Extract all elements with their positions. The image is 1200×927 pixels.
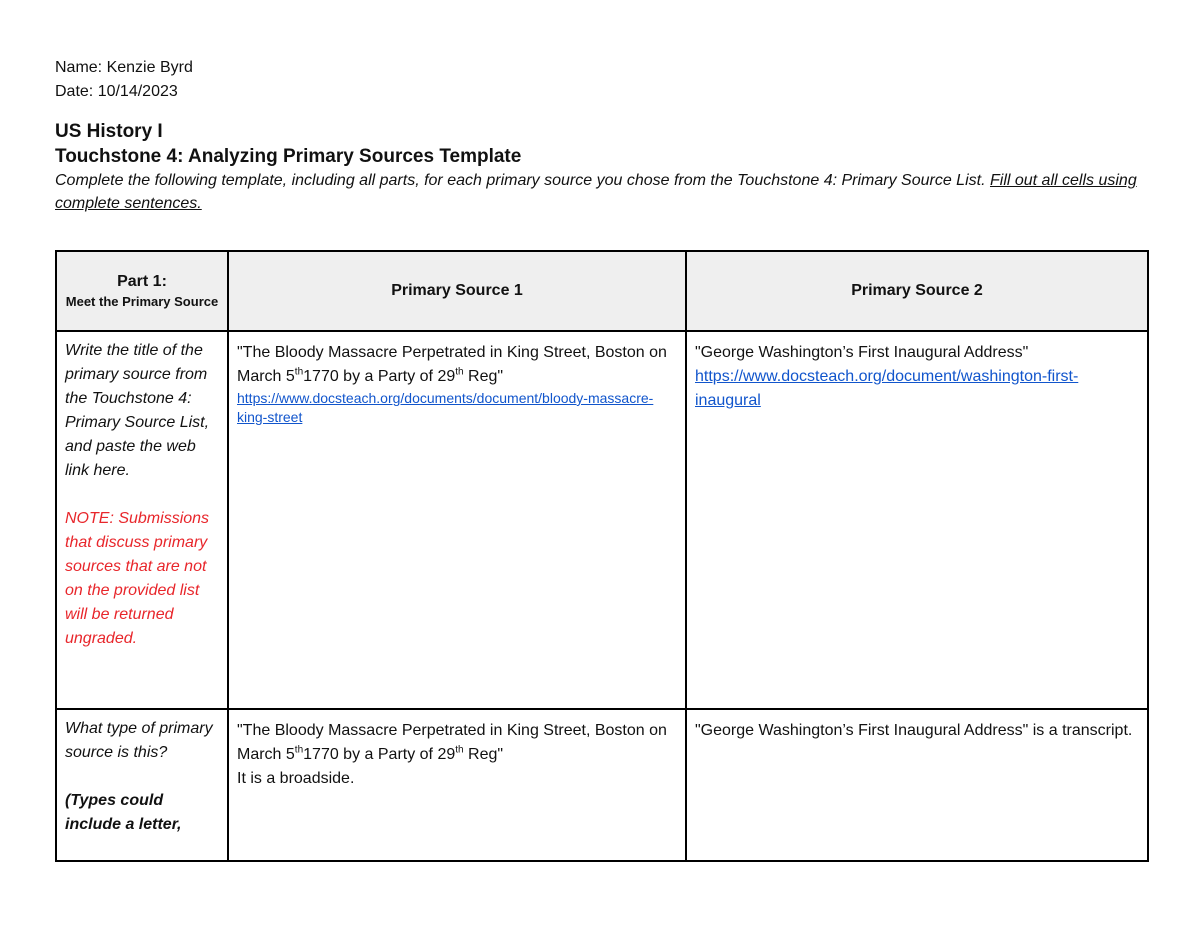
- source1-link[interactable]: https://www.docsteach.org/documents/document/bloody-massacre-king-street: [237, 390, 654, 425]
- source1-title: "The Bloody Massacre Perpetrated in King Street, Boston on March 5th1770 by a Party of 29th Reg": [237, 344, 667, 385]
- part-label: Part 1:: [117, 272, 167, 290]
- primary-source-table: [55, 250, 1149, 862]
- table-row: [56, 709, 1148, 861]
- instructions-text: Complete the following template, including all parts, for each primary source you chose from the Touchstone 4: Primary Source List.: [55, 172, 986, 189]
- row2-source2-cell[interactable]: [686, 709, 1148, 861]
- table-row: [56, 331, 1148, 709]
- submission-date: Date: 10/14/2023: [55, 83, 178, 100]
- assignment-title: Touchstone 4: Analyzing Primary Sources Template: [55, 146, 522, 167]
- table-header-row: [56, 251, 1148, 331]
- student-name: Name: Kenzie Byrd: [55, 59, 193, 76]
- source1-type-answer: It is a broadside.: [237, 770, 355, 787]
- primary-source-2-header: Primary Source 2: [686, 251, 1148, 331]
- row2-source1-cell[interactable]: [228, 709, 686, 861]
- row1-source2-cell[interactable]: [686, 331, 1148, 709]
- instructions-underlined: Fill out all cells using complete sentences.: [55, 172, 1137, 212]
- row2-prompt-examples: (Types could include a letter,: [65, 792, 182, 833]
- primary-source-1-header: Primary Source 1: [228, 251, 686, 331]
- row1-prompt-cell: [56, 331, 228, 709]
- source2-link[interactable]: https://www.docsteach.org/document/washington-first-inaugural: [695, 368, 1079, 409]
- document-header: [55, 56, 1147, 215]
- row1-prompt: Write the title of the primary source from the Touchstone 4: Primary Source List, and paste the web link here.: [65, 342, 210, 479]
- source1-title-repeat: "The Bloody Massacre Perpetrated in King Street, Boston on March 5th1770 by a Party of 29th Reg": [237, 722, 667, 763]
- source2-type-answer: "George Washington’s First Inaugural Address" is a transcript.: [695, 722, 1133, 739]
- instructions: [55, 169, 1147, 215]
- row1-note: NOTE: Submissions that discuss primary sources that are not on the provided list will be returned ungraded.: [65, 510, 210, 647]
- part-header: [56, 251, 228, 331]
- row2-prompt: What type of primary source is this?: [65, 720, 213, 761]
- row1-source1-cell[interactable]: [228, 331, 686, 709]
- part-sublabel: Meet the Primary Source: [65, 293, 219, 309]
- course-title: US History I: [55, 121, 163, 142]
- source2-title: "George Washington’s First Inaugural Address": [695, 344, 1029, 361]
- row2-prompt-cell: [56, 709, 228, 861]
